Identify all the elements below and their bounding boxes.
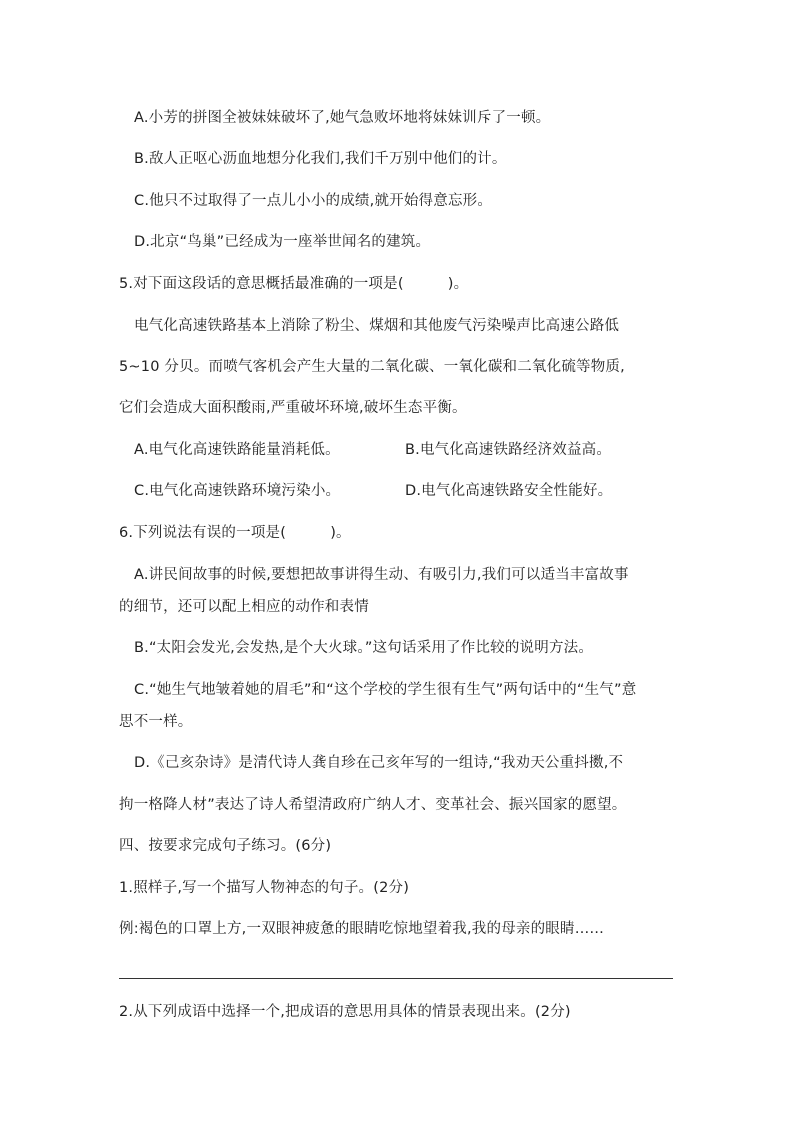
q4-option-c: C.他只不过取得了一点儿小小的成绩,就开始得意忘形。 (134, 193, 493, 209)
section-4-heading: 四、按要求完成句子练习。(6分) (119, 838, 332, 854)
section-4-q2: 2.从下列成语中选择一个,把成语的意思用具体的情景表现出来。(2分) (119, 1004, 571, 1020)
section-4-q1: 1.照样子,写一个描写人物神态的句子。(2分) (119, 880, 410, 896)
q5-stem: 5.对下面这段话的意思概括最准确的一项是( )。 (119, 276, 469, 292)
q5-passage-line-3: 它们会造成大面积酸雨,严重破坏环境,破坏生态平衡。 (119, 400, 467, 416)
q5-option-c: C.电气化高速铁路环境污染小。 (134, 483, 341, 499)
q6-option-b: B.“太阳会发光,会发热,是个大火球。”这句话采用了作比较的说明方法。 (134, 640, 594, 656)
q4-option-d: D.北京“鸟巢”已经成为一座举世闻名的建筑。 (134, 234, 431, 250)
q5-option-b: B.电气化高速铁路经济效益高。 (405, 442, 612, 458)
q4-option-b: B.敌人正呕心沥血地想分化我们,我们千万别中他们的计。 (134, 151, 507, 167)
q6-stem: 6.下列说法有误的一项是( )。 (119, 525, 351, 541)
q6-option-d-line-2: 拘一格降人材”表达了诗人希望清政府广纳人才、变革社会、振兴国家的愿望。 (119, 797, 627, 813)
q6-option-c-line-2: 思不一样。 (119, 714, 193, 730)
q5-passage-line-1: 电气化高速铁路基本上消除了粉尘、煤烟和其他废气污染噪声比高速公路低 (134, 318, 620, 334)
answer-line[interactable] (119, 978, 673, 979)
q5-passage-line-2: 5~10 分贝。而喷气客机会产生大量的二氧化碳、一氧化碳和二氧化硫等物质, (119, 359, 625, 375)
q5-option-d: D.电气化高速铁路安全性能好。 (405, 483, 613, 499)
section-4-q1-example: 例:褐色的口罩上方,一双眼神疲惫的眼睛吃惊地望着我,我的母亲的眼睛…… (119, 921, 605, 937)
q6-option-c-line-1: C.“她生气地皱着她的眉毛”和“这个学校的学生很有生气”两句话中的“生气”意 (134, 682, 637, 698)
q4-option-a: A.小芳的拼图全被妹妹破坏了,她气急败坏地将妹妹训斥了一顿。 (134, 110, 551, 126)
q6-option-d-line-1: D.《己亥杂诗》是清代诗人龚自珍在己亥年写的一组诗,“我劝天公重抖擞,不 (134, 755, 624, 771)
q6-option-a-line-2: 的细节，还可以配上相应的动作和表情 (119, 599, 369, 615)
q6-option-a-line-1: A.讲民间故事的时候,要想把故事讲得生动、有吸引力,我们可以适当丰富故事 (134, 567, 629, 583)
q5-option-a: A.电气化高速铁路能量消耗低。 (134, 442, 340, 458)
